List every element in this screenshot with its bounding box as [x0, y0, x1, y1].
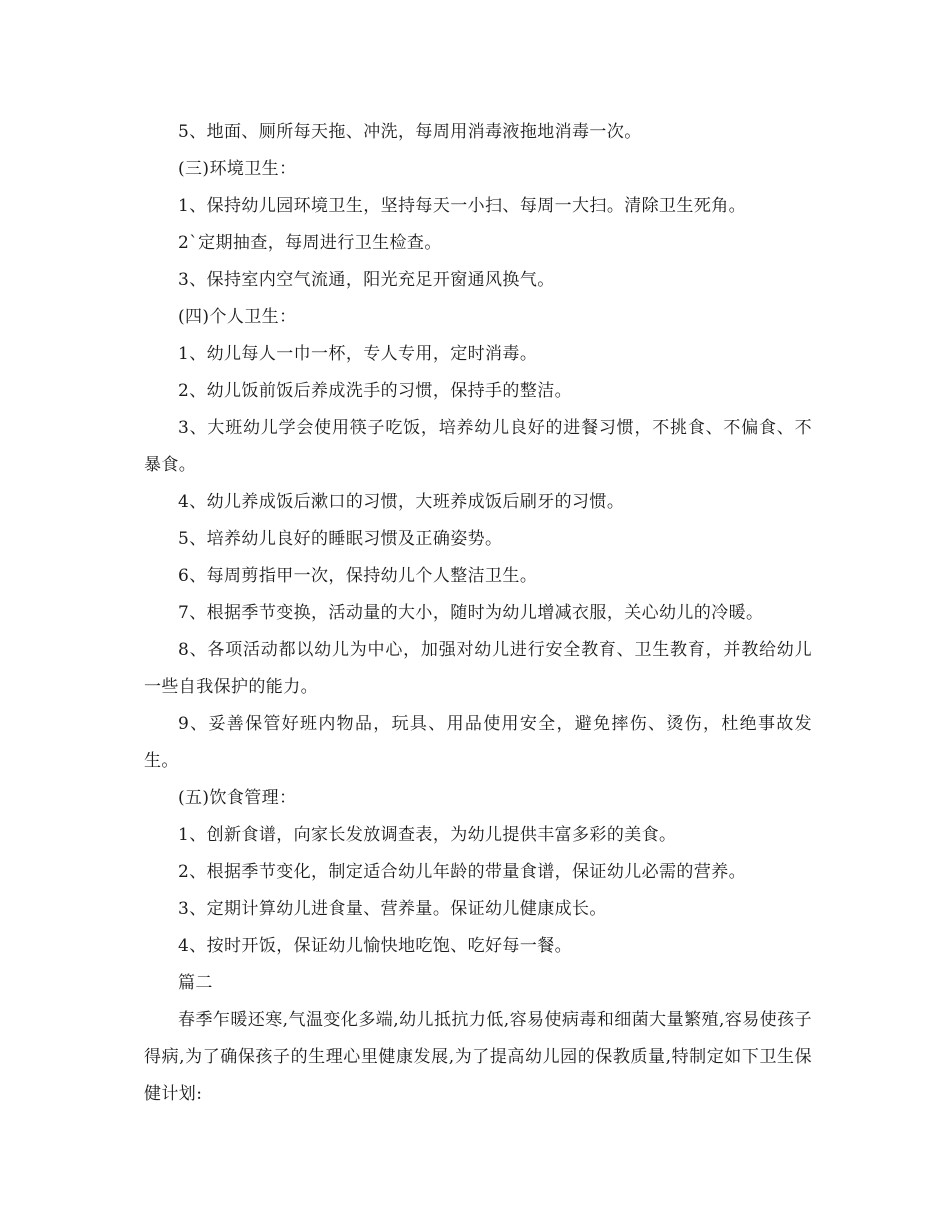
paragraph-item-3-intake: 3、定期计算幼儿进食量、营养量。保证幼儿健康成长。 [178, 899, 607, 919]
paragraph-item-3-chopsticks: 3、大班幼儿学会使用筷子吃饭，培养幼儿良好的进餐习惯，不挑食、不偏食、不暴食。 [144, 418, 812, 475]
paragraph-item-5-sleep: 5、培养幼儿良好的睡眠习惯及正确姿势。 [178, 529, 503, 549]
paragraph-item-2-inspection: 2`定期抽查，每周进行卫生检查。 [178, 233, 442, 253]
section-heading-diet: (五)饮食管理： [178, 788, 297, 808]
paragraph-item-1-environment: 1、保持幼儿园环境卫生，坚持每天一小扫、每周一大扫。清除卫生死角。 [178, 196, 747, 216]
document-body [144, 114, 812, 1113]
paragraph-item-4-mouth-rinse: 4、幼儿养成饭后漱口的习惯，大班养成饭后刷牙的习惯。 [178, 492, 625, 512]
paragraph-item-6-nails: 6、每周剪指甲一次，保持幼儿个人整洁卫生。 [178, 566, 538, 586]
section-heading-personal: (四)个人卫生： [178, 307, 297, 327]
paragraph-item-1-recipes: 1、创新食谱，向家长发放调查表，为幼儿提供丰富多彩的美食。 [178, 825, 677, 845]
paragraph-item-7-clothing: 7、根据季节变换，活动量的大小，随时为幼儿增减衣服，关心幼儿的冷暖。 [178, 603, 764, 623]
section-heading-environment: (三)环境卫生： [178, 159, 297, 179]
part-heading-two: 篇二 [178, 973, 213, 993]
paragraph-item-3-ventilation: 3、保持室内空气流通，阳光充足开窗通风换气。 [178, 270, 555, 290]
paragraph-item-2-nutrition: 2、根据季节变化，制定适合幼儿年龄的带量食谱，保证幼儿必需的营养。 [178, 862, 747, 882]
paragraph-item-9-belongings: 9、妥善保管好班内物品，玩具、用品使用安全，避免摔伤、烫伤，杜绝事故发生。 [144, 714, 812, 771]
paragraph-item-5-floor-toilet: 5、地面、厕所每天拖、冲洗，每周用消毒液拖地消毒一次。 [178, 122, 642, 142]
paragraph-spring-intro: 春季乍暖还寒,气温变化多端,幼儿抵抗力低,容易使病毒和细菌大量繁殖,容易使孩子得病,为了确保孩子的生理心里健康发展,为了提高幼儿园的保教质量,特制定如下卫生保健计划: [144, 1010, 812, 1104]
paragraph-item-1-towel-cup: 1、幼儿每人一巾一杯，专人专用，定时消毒。 [178, 344, 538, 364]
paragraph-item-2-handwashing: 2、幼儿饭前饭后养成洗手的习惯，保持手的整洁。 [178, 381, 573, 401]
paragraph-item-4-mealtime: 4、按时开饭，保证幼儿愉快地吃饱、吃好每一餐。 [178, 936, 573, 956]
paragraph-item-8-safety-education: 8、各项活动都以幼儿为中心，加强对幼儿进行安全教育、卫生教育，并教给幼儿一些自我保护的能力。 [144, 640, 812, 697]
